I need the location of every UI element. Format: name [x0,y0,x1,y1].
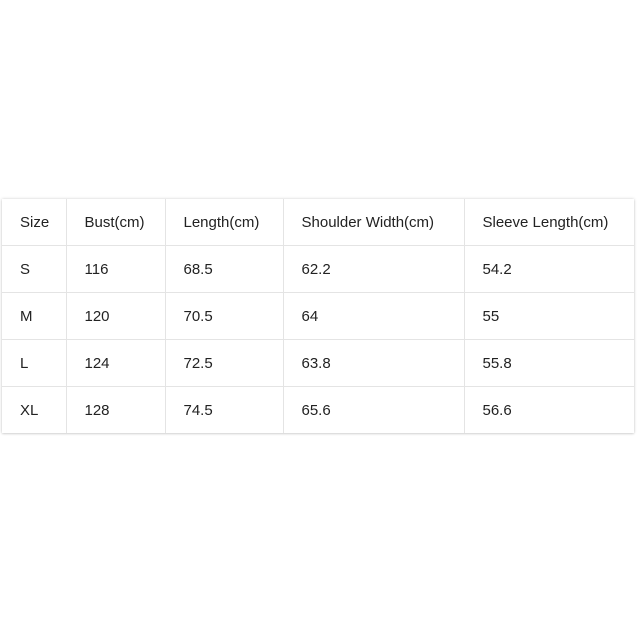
header-row [2,199,634,246]
cell-bust: 116 [66,246,165,293]
cell-size: L [2,340,66,387]
table-row [2,340,634,387]
size-chart-table [2,199,634,433]
cell-bust: 128 [66,387,165,434]
cell-size: S [2,246,66,293]
header-size: Size [2,199,66,246]
cell-sleeve-length: 56.6 [482,401,512,419]
cell-bust: 124 [66,340,165,387]
header-length: Length(cm) [165,199,283,246]
table-row [2,246,634,293]
cell-sleeve-length: 55.8 [464,340,634,387]
cell-sleeve-length: 55 [464,293,634,340]
cell-size: XL [2,387,66,434]
cell-size: M [2,293,66,340]
table-row [2,387,634,434]
cell-length: 68.5 [165,246,283,293]
cell-shoulder-width: 64 [283,293,464,340]
cell-length: 72.5 [165,340,283,387]
size-table [2,199,634,433]
table-row [2,293,634,340]
cell-length: 70.5 [165,293,283,340]
header-sleeve-length: Sleeve Length(cm) [464,199,634,246]
cell-shoulder-width: 62.2 [283,246,464,293]
cell-sleeve-length: 54.2 [464,246,634,293]
cell-shoulder-width: 65.6 [283,387,464,434]
header-shoulder-width: Shoulder Width(cm) [283,199,464,246]
cell-shoulder-width: 63.8 [283,340,464,387]
header-bust: Bust(cm) [66,199,165,246]
cell-length: 74.5 [165,387,283,434]
cell-bust: 120 [66,293,165,340]
